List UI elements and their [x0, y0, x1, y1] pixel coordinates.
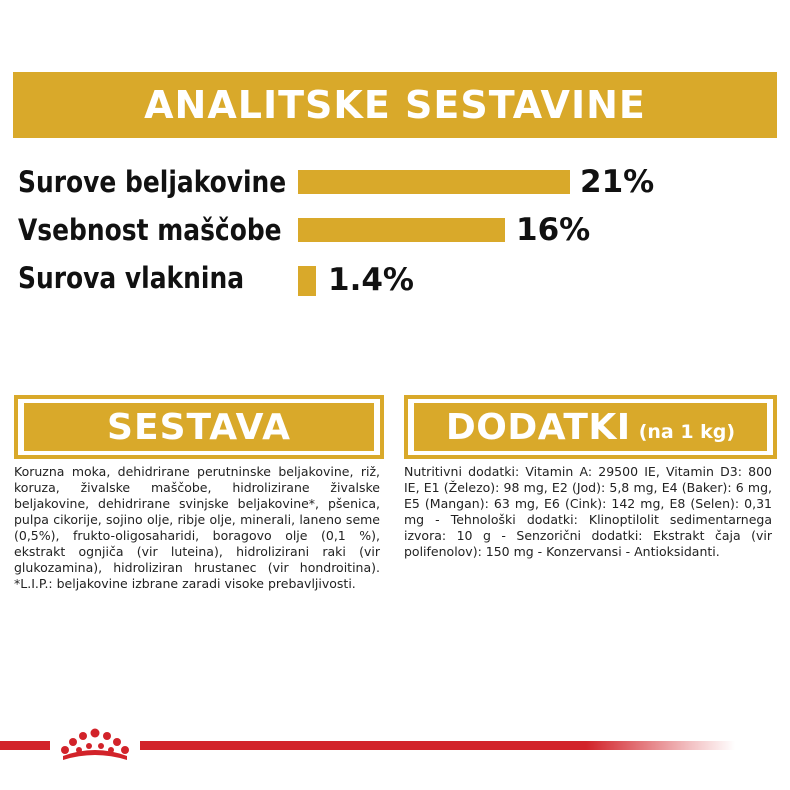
analysis-bar-fat: [298, 218, 505, 242]
analysis-label: Surove beljakovine: [18, 165, 287, 199]
composition-text: Koruzna moka, dehidrirane perutninske beljakovine, riž, koruza, živalske maščobe, hidrolizirane živalske beljakovine, dehidrirane svinjske beljakovine*, pšenica, pulpa cikorije, sojino olje, ribje olje, minerali, laneno seme (0,5%), frukto-oligosaharidi, boragovo olje (0,1 %), ekstrakt ognjiča (vir luteina), hidrolizirani raki (vir glukozamina), hidroliziran hrustanec (vir hondroitina). *L.I.P.: beljakovine izbrane zaradi visoke prebavljivosti.: [14, 464, 380, 591]
analysis-label: Surova vlaknina: [18, 261, 245, 295]
crown-icon: [55, 722, 135, 762]
composition-header-frame: [14, 395, 384, 459]
analysis-value: 1.4%: [328, 262, 414, 298]
analysis-value: 21%: [580, 164, 655, 200]
analysis-title: ANALITSKE SESTAVINE: [144, 83, 646, 127]
footer-line-right: [140, 741, 735, 750]
analysis-bar-fibre: [298, 266, 316, 296]
additives-title-wrap: [414, 403, 767, 451]
additives-title: DODATKI: [445, 406, 631, 448]
analysis-value: 16%: [516, 212, 591, 248]
analysis-bar-protein: [298, 170, 570, 194]
additives-subtitle: (na 1 kg): [638, 421, 736, 443]
analysis-label: Vsebnost maščobe: [18, 213, 282, 247]
footer-line-left: [0, 741, 50, 750]
additives-text: Nutritivni dodatki: Vitamin A: 29500 IE, Vitamin D3: 800 IE, E1 (Železo): 98 mg, E2 (Jod): 5,8 mg, E4 (Baker): 6 mg, E5 (Mangan): 63 mg, E6 (Cink): 142 mg, E8 (Selen): 0,31 mg - Tehnološki dodatki: Klinoptilolit sedimentarnega izvora: 10 g - Senzorični dodatki: Ekstrakt čaja (vir polifenolov): 150 mg - Konzervansi - Antioksidanti.: [404, 464, 772, 559]
additives-header: [404, 395, 777, 459]
composition-title: SESTAVA: [24, 403, 374, 451]
composition-header: [14, 395, 384, 459]
additives-header-frame: [404, 395, 777, 459]
analysis-banner: [13, 72, 777, 138]
